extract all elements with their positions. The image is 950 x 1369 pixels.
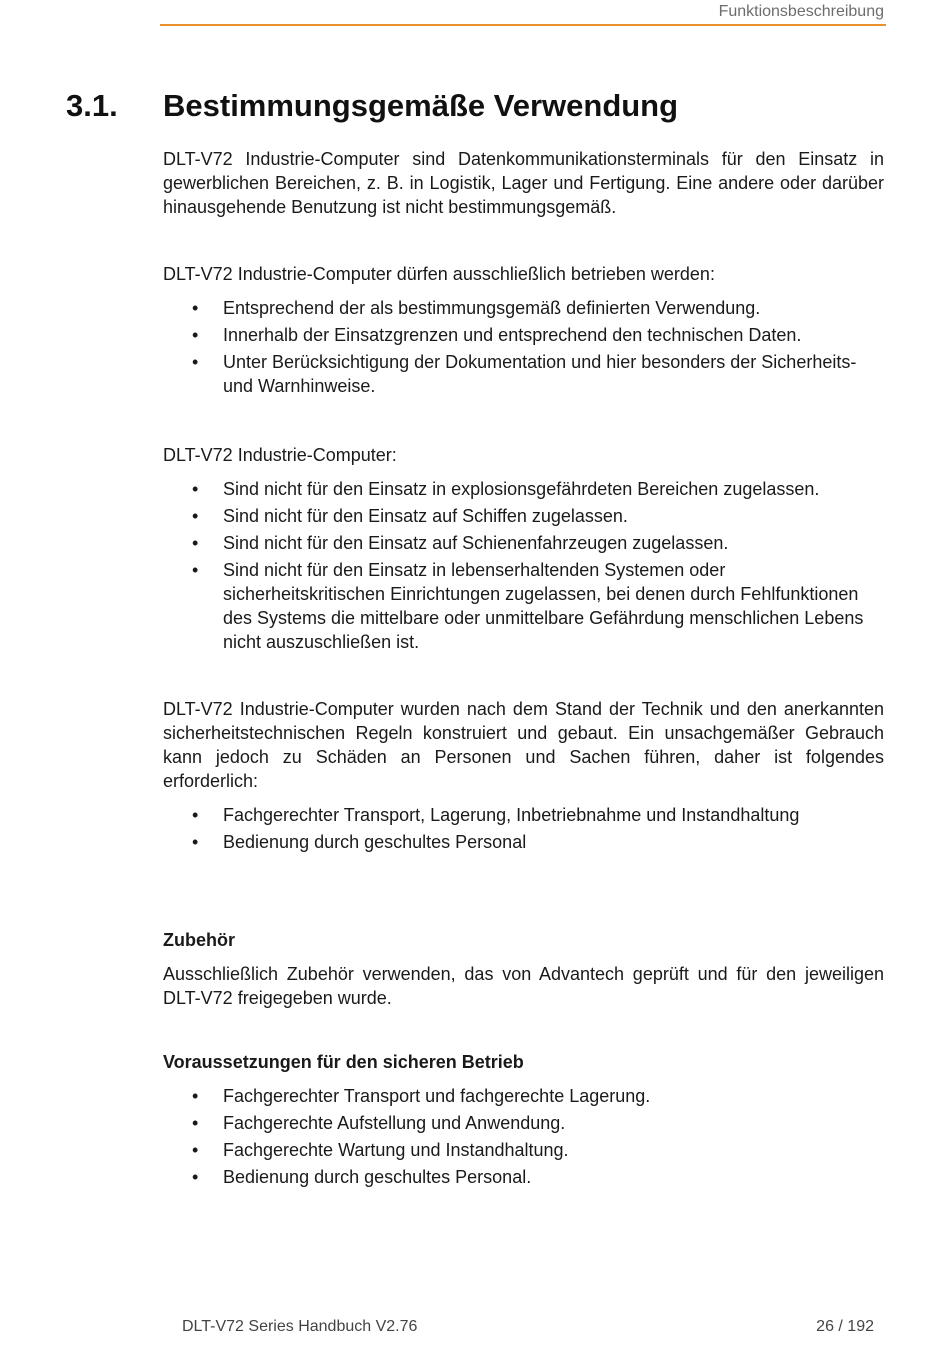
list-item: • Unter Berücksichtigung der Dokumentation und hier besonders der Sicherheits- und Warnhinweise. [163, 350, 884, 398]
restrictions-list [163, 477, 884, 654]
list-item: • Sind nicht für den Einsatz auf Schienenfahrzeugen zugelassen. [163, 531, 884, 555]
section-number: 3.1. [66, 88, 118, 123]
list-item: • Sind nicht für den Einsatz in lebenserhaltenden Systemen oder sicherheitskritischen Einrichtungen zugelassen, bei denen durch Fehlfunktionen des Systems die mittelbare oder unmittelbare Gefährdung menschlichen Lebens nicht auszuschließen ist. [163, 558, 884, 654]
safe-operation-block [163, 1050, 884, 1192]
restrictions-lead: DLT-V72 Industrie-Computer: [163, 445, 397, 465]
intro-paragraph: DLT-V72 Industrie-Computer sind Datenkommunikationsterminals für den Einsatz in gewerblichen Bereichen, z. B. in Logistik, Lager und Fertigung. Eine andere oder darüber hinausgehende Benutzung ist nicht bestimmungsgemäß. [163, 149, 884, 217]
accessories-paragraph: Ausschließlich Zubehör verwenden, das von Advantech geprüft und für den jeweiligen DLT-V72 freigegeben wurde. [163, 964, 884, 1008]
operation-lead: DLT-V72 Industrie-Computer dürfen ausschließlich betrieben werden: [163, 264, 715, 284]
intro-block [163, 147, 884, 219]
footer-page-number: 26 / 192 [816, 1318, 874, 1335]
safe-operation-heading: Voraussetzungen für den sicheren Betrieb [163, 1052, 524, 1072]
list-item: • Bedienung durch geschultes Personal [163, 830, 884, 854]
list-item: • Fachgerechte Wartung und Instandhaltung. [163, 1138, 884, 1162]
header-rule [160, 24, 886, 26]
list-item: • Bedienung durch geschultes Personal. [163, 1165, 884, 1189]
list-item: • Fachgerechter Transport und fachgerechte Lagerung. [163, 1084, 884, 1108]
restrictions-block [163, 443, 884, 657]
operation-list [163, 296, 884, 398]
safe-operation-list [163, 1084, 884, 1189]
list-item: • Sind nicht für den Einsatz auf Schiffen zugelassen. [163, 504, 884, 528]
operation-block [163, 262, 884, 401]
footer-manual-title: DLT-V72 Series Handbuch V2.76 [182, 1318, 418, 1335]
list-item: • Fachgerechter Transport, Lagerung, Inbetriebnahme und Instandhaltung [163, 803, 884, 827]
state-of-art-block [163, 697, 884, 857]
state-of-art-lead: DLT-V72 Industrie-Computer wurden nach dem Stand der Technik und den anerkannten sicherheitstechnischen Regeln konstruiert und gebaut. Ein unsachgemäßer Gebrauch kann jedoch zu Schäden an Personen und Sachen führen, daher ist folgendes erforderlich: [163, 699, 884, 791]
state-of-art-list [163, 803, 884, 854]
running-header: Funktionsbeschreibung [718, 3, 884, 20]
list-item: • Sind nicht für den Einsatz in explosionsgefährdeten Bereichen zugelassen. [163, 477, 884, 501]
list-item: • Entsprechend der als bestimmungsgemäß definierten Verwendung. [163, 296, 884, 320]
section-heading [66, 88, 678, 124]
accessories-heading: Zubehör [163, 930, 235, 950]
list-item: • Fachgerechte Aufstellung und Anwendung. [163, 1111, 884, 1135]
section-title: Bestimmungsgemäße Verwendung [163, 88, 679, 123]
accessories-block [163, 928, 884, 1010]
list-item: • Innerhalb der Einsatzgrenzen und entsprechend den technischen Daten. [163, 323, 884, 347]
